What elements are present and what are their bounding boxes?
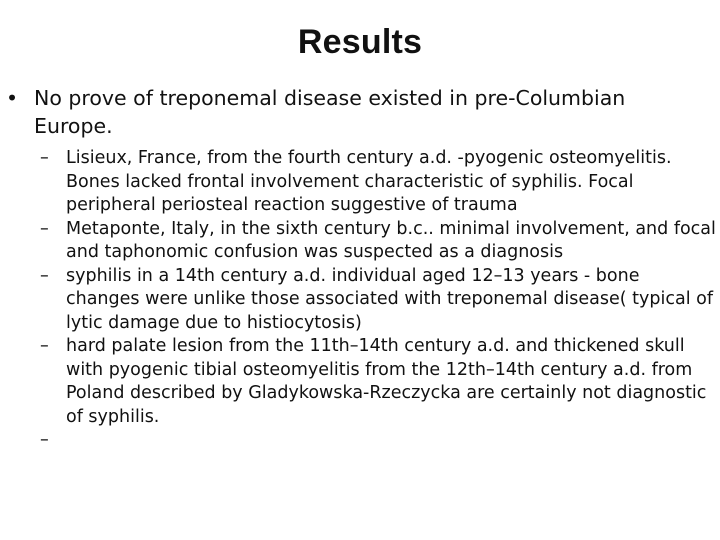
sub-bullet-text: Metaponte, Italy, in the sixth century b.c.. minimal involvement, and focal and taphonomic confusion was suspected as a diagnosis (66, 218, 716, 262)
sub-bullet-text: Lisieux, France, from the fourth century a.d. -pyogenic osteomyelitis. Bones lacked frontal involvement characteristic of syphilis. Focal peripheral periosteal reaction suggestive of trauma (66, 148, 672, 215)
sub-bullet-list (40, 147, 718, 453)
sub-bullet-item-empty (40, 429, 718, 453)
sub-bullet-text (66, 429, 718, 453)
sub-bullet-text: syphilis in a 14th century a.d. individual aged 12–13 years - bone changes were unlike those associated with treponemal disease( typical of lytic damage due to histiocytosis) (66, 265, 714, 333)
dash-marker: – (40, 265, 49, 286)
bullet-marker: • (6, 86, 19, 110)
sub-bullet-item (40, 265, 718, 336)
bullet-text: No prove of treponemal disease existed in pre-Columbian Europe. (34, 86, 626, 138)
slide-title: Results (297, 23, 423, 61)
sub-bullet-item (40, 147, 718, 218)
dash-marker: – (40, 336, 49, 356)
dash-marker: – (40, 148, 49, 168)
sub-bullet-item (40, 218, 718, 265)
sub-bullet-text: hard palate lesion from the 11th–14th century a.d. and thickened skull with pyogenic tibial osteomyelitis from the 12th–14th century a.d. from Poland described by Gladykowska-Rzeczycka are certainly not diagnostic of syphilis. (66, 336, 707, 427)
dash-marker: – (40, 218, 49, 239)
sub-bullet-item (40, 335, 718, 429)
dash-marker: – (40, 430, 49, 450)
main-bullet (6, 84, 706, 140)
